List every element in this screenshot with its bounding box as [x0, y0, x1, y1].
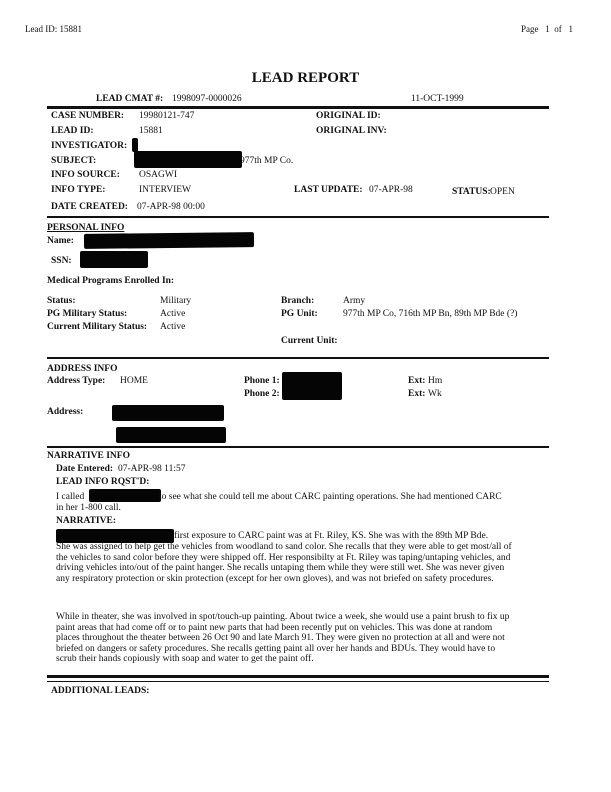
pg-military-label: PG Military Status: — [47, 309, 128, 319]
divider-narrative — [47, 675, 549, 678]
info-source-value: OSAGWI — [139, 170, 177, 180]
info-type-label: INFO TYPE: — [51, 185, 106, 195]
phone2-label: Phone 2: — [244, 389, 280, 399]
current-military-value: Active — [160, 322, 186, 332]
narrative-label: NARRATIVE: — [56, 516, 116, 526]
rqst-line1-start: I called — [56, 492, 85, 502]
date-entered-label: Date Entered: — [56, 464, 114, 474]
divider-top — [47, 106, 549, 109]
ext1-value: Hm — [428, 376, 443, 386]
header-lead-id: Lead ID: 15881 — [25, 24, 82, 34]
subject-label: SUBJECT: — [51, 156, 97, 166]
page-label: Page — [521, 24, 539, 34]
date-created-label: DATE CREATED: — [51, 202, 128, 212]
case-number-label: CASE NUMBER: — [51, 111, 125, 121]
narrative-p1-line1: first exposure to CARC paint was at Ft. Riley, KS. She was with the 89th MP Bde. — [174, 531, 489, 541]
divider-address — [47, 446, 549, 448]
address-info-heading: ADDRESS INFO — [47, 364, 118, 374]
current-unit-label: Current Unit: — [281, 336, 338, 346]
narrative-paragraph-1: She was assigned to help get the vehicles from woodland to sand color. She recalls that they were able to get most/all of the vehicles to sand color before they were shipped off. Her responsibilty at Ft. Riley was taping/untaping vehicles, and driving vehicles into/out of the paint hanger. She recalls untaping them while they were still wet. She was never given any respiratory protection or skin protection (except for her own gloves), and was not briefed on safety procedures. — [56, 542, 512, 584]
lead-id-label: LEAD ID: — [51, 126, 94, 136]
page-number: 1 — [545, 24, 550, 34]
additional-leads-label: ADDITIONAL LEADS: — [51, 686, 150, 696]
divider-case — [47, 216, 549, 218]
page-of-label: of — [554, 24, 562, 34]
redaction-address-line1 — [112, 405, 224, 421]
last-update-value: 07-APR-98 — [369, 185, 413, 195]
report-title: LEAD REPORT — [251, 70, 360, 86]
lead-info-rqst-label: LEAD INFO RQST'D: — [56, 477, 150, 487]
report-date: 11-OCT-1999 — [411, 94, 464, 104]
name-label: Name: — [47, 236, 74, 246]
redaction-subject — [134, 151, 242, 168]
divider-personal — [47, 357, 549, 359]
narrative-info-heading: NARRATIVE INFO — [47, 451, 130, 461]
address-type-value: HOME — [120, 376, 148, 386]
case-number-value: 19980121-747 — [139, 111, 195, 121]
pg-unit-value: 977th MP Co, 716th MP Bn, 89th MP Bde (?) — [343, 309, 518, 319]
ext2-label: Ext: — [408, 389, 426, 399]
cmat-value: 1998097-0000026 — [172, 94, 242, 104]
ext2-value: Wk — [428, 389, 442, 399]
rqst-line1-end: to see what she could tell me about CARC painting operations. She had mentioned CARC — [159, 492, 502, 502]
status-field-value: Military — [160, 296, 192, 306]
personal-info-heading: PERSONAL INFO — [47, 223, 125, 233]
date-entered-value: 07-APR-98 11:57 — [118, 464, 186, 474]
redaction-name — [84, 232, 254, 249]
address-type-label: Address Type: — [47, 376, 106, 386]
status-label: STATUS: — [452, 187, 491, 197]
redaction-ssn — [80, 251, 148, 268]
last-update-label: LAST UPDATE: — [294, 185, 363, 195]
branch-value: Army — [343, 296, 366, 306]
redaction-investigator — [132, 138, 138, 152]
redaction-rqst-name — [89, 489, 161, 502]
original-id-label: ORIGINAL ID: — [316, 111, 381, 121]
redaction-phones — [282, 372, 342, 400]
medical-programs-label: Medical Programs Enrolled In: — [47, 276, 175, 286]
status-value: OPEN — [490, 187, 515, 197]
redaction-narrative-name — [56, 529, 174, 543]
original-inv-label: ORIGINAL INV: — [316, 126, 387, 136]
ssn-label: SSN: — [51, 256, 72, 266]
info-type-value: INTERVIEW — [139, 185, 191, 195]
pg-military-value: Active — [160, 309, 186, 319]
status-field-label: Status: — [47, 296, 76, 306]
rqst-line2: in her 1-800 call. — [56, 503, 121, 513]
date-created-value: 07-APR-98 00:00 — [137, 202, 205, 212]
page-total: 1 — [568, 24, 573, 34]
current-military-label: Current Military Status: — [47, 322, 148, 332]
pg-unit-label: PG Unit: — [281, 309, 318, 319]
investigator-label: INVESTIGATOR: — [51, 141, 128, 151]
subject-unit: 977th MP Co. — [240, 156, 294, 166]
header-page-indicator — [521, 24, 573, 34]
ext1-label: Ext: — [408, 376, 426, 386]
divider-narrative-thin — [47, 681, 549, 682]
info-source-label: INFO SOURCE: — [51, 170, 120, 180]
phone1-label: Phone 1: — [244, 376, 280, 386]
narrative-paragraph-2: While in theater, she was involved in spot/touch-up painting. About twice a week, she would use a paint brush to fix up paint areas that had come off or to paint new parts that had been recently put on vehicles. This was done at random places throughout the theater between 26 Oct 90 and late March 91. They were given no protection at all and were not briefed on dangers or safety procedures. She recalls getting paint all over her hands and BDUs. They would have to scrub their hands copiously with soap and water to get the paint off. — [56, 612, 510, 665]
lead-id-value: 15881 — [139, 126, 163, 136]
branch-label: Branch: — [281, 296, 315, 306]
address-label: Address: — [47, 407, 84, 417]
cmat-label: LEAD CMAT #: — [96, 94, 164, 104]
redaction-address-line2 — [116, 427, 226, 443]
